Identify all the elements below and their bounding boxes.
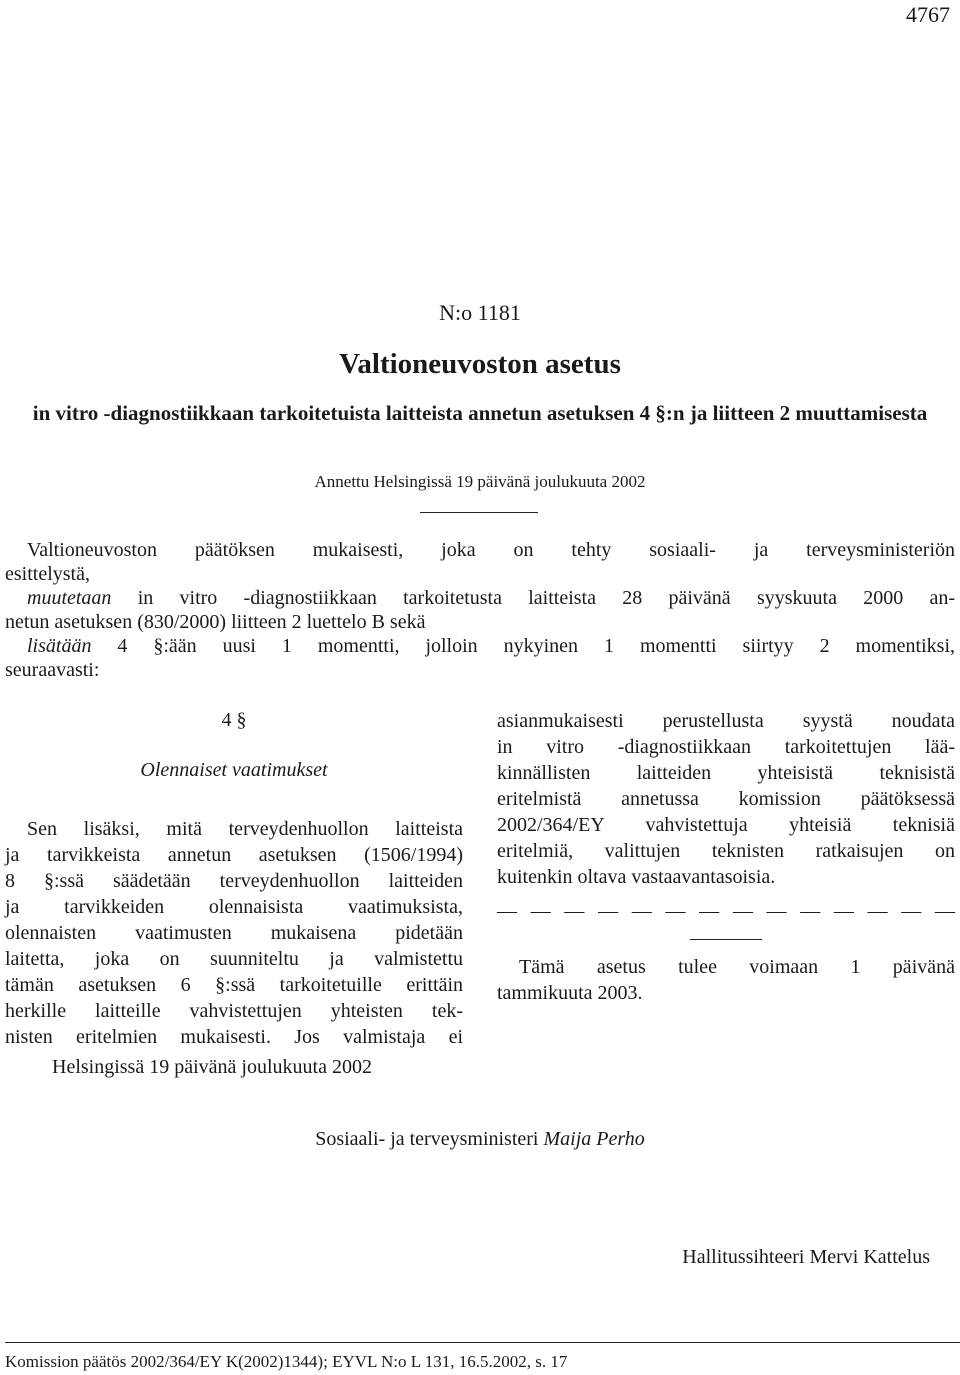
body-line: olennaisten vaatimusten mukaisena pidetään xyxy=(5,922,463,944)
minister-name: Maija Perho xyxy=(543,1128,645,1150)
document-number: N:o 1181 xyxy=(439,300,521,325)
body-line: Sen lisäksi, mitä terveydenhuollon laitteista xyxy=(27,818,463,840)
preamble-line: netun asetuksen (830/2000) liitteen 2 luettelo B sekä xyxy=(5,611,426,633)
page-number: 4767 xyxy=(906,2,950,27)
body-line: herkille laitteille vahvistettujen yhteisten tek- xyxy=(5,1000,463,1022)
section-heading: Olennaiset vaatimukset xyxy=(140,759,328,781)
entry-into-force xyxy=(497,954,955,1006)
preamble-line: Valtioneuvoston päätöksen mukaisesti, joka on tehty sosiaali- ja terveysministeriön xyxy=(27,539,955,561)
preamble-line xyxy=(5,634,955,658)
body-line: asianmukaisesti perustellusta syystä noudata xyxy=(497,710,955,732)
omission-dashes: — — — — — — — — — — — — — — xyxy=(497,900,955,922)
body-line: laitetta, joka on suunniteltu ja valmistettu xyxy=(5,948,463,970)
section-number: 4 § xyxy=(221,709,247,731)
footnote-divider xyxy=(5,1342,960,1343)
amend-keyword: muutetaan xyxy=(27,587,112,609)
footnote: Komission päätös 2002/364/EY K(2002)1344); EYVL N:o L 131, 16.5.2002, s. 17 xyxy=(5,1352,568,1371)
signing-place: Helsingissä 19 päivänä joulukuuta 2002 xyxy=(52,1056,372,1078)
title-divider xyxy=(420,512,538,513)
body-line: Tämä asetus tulee voimaan 1 päivänä xyxy=(519,956,955,978)
body-line: tämän asetuksen 6 §:ssä tarkoitetuille erittäin xyxy=(5,974,463,996)
preamble-text: 4 §:ään uusi 1 momentti, jolloin nykyinen 1 momentti siirtyy 2 momentiksi, xyxy=(91,635,955,657)
body-line: 2002/364/EY vahvistettuja yhteisiä teknisiä xyxy=(497,814,955,836)
body-line: kinnällisten laitteiden yhteisistä teknisistä xyxy=(497,762,955,784)
document-title: Valtioneuvoston asetus xyxy=(339,348,621,380)
body-line: eritelmistä annetussa komission päätöksessä xyxy=(497,788,955,810)
body-line: ja tarvikkeiden olennaisista vaatimuksista, xyxy=(5,896,463,918)
secretary-signature: Hallitussihteeri Mervi Kattelus xyxy=(682,1246,930,1268)
preamble-line: esittelystä, xyxy=(5,563,90,585)
preamble-line xyxy=(5,586,955,610)
section-body-left xyxy=(5,816,463,1050)
body-line: tammikuuta 2003. xyxy=(497,982,643,1004)
body-line: in vitro -diagnostiikkaan tarkoitettujen lää- xyxy=(497,736,955,758)
section-body-right xyxy=(497,708,955,890)
section-divider xyxy=(690,939,762,940)
add-keyword: lisätään xyxy=(27,635,92,657)
minister-signature xyxy=(0,1128,960,1151)
preamble-text: in vitro -diagnostiikkaan tarkoitetusta laitteista 28 päivänä syyskuuta 2000 an- xyxy=(111,587,955,609)
body-line: nisten eritelmien mukaisesti. Jos valmistaja ei xyxy=(5,1026,463,1048)
given-line: Annettu Helsingissä 19 päivänä joulukuuta 2002 xyxy=(314,472,646,491)
document-subtitle: in vitro -diagnostiikkaan tarkoitetuista laitteista annetun asetuksen 4 §:n ja liitteen 2 muuttamisesta xyxy=(32,401,928,425)
right-column xyxy=(497,708,955,1006)
left-column xyxy=(5,708,463,1050)
preamble-line: seuraavasti: xyxy=(5,659,100,681)
body-line: 8 §:ssä säädetään terveydenhuollon laitteiden xyxy=(5,870,463,892)
body-line: eritelmiä, valittujen teknisten ratkaisujen on xyxy=(497,840,955,862)
preamble xyxy=(5,538,955,682)
body-line: kuitenkin oltava vastaavantasoisia. xyxy=(497,866,776,888)
body-line: ja tarvikkeista annetun asetuksen (1506/1994) xyxy=(5,844,463,866)
minister-title: Sosiaali- ja terveysministeri xyxy=(315,1128,539,1150)
